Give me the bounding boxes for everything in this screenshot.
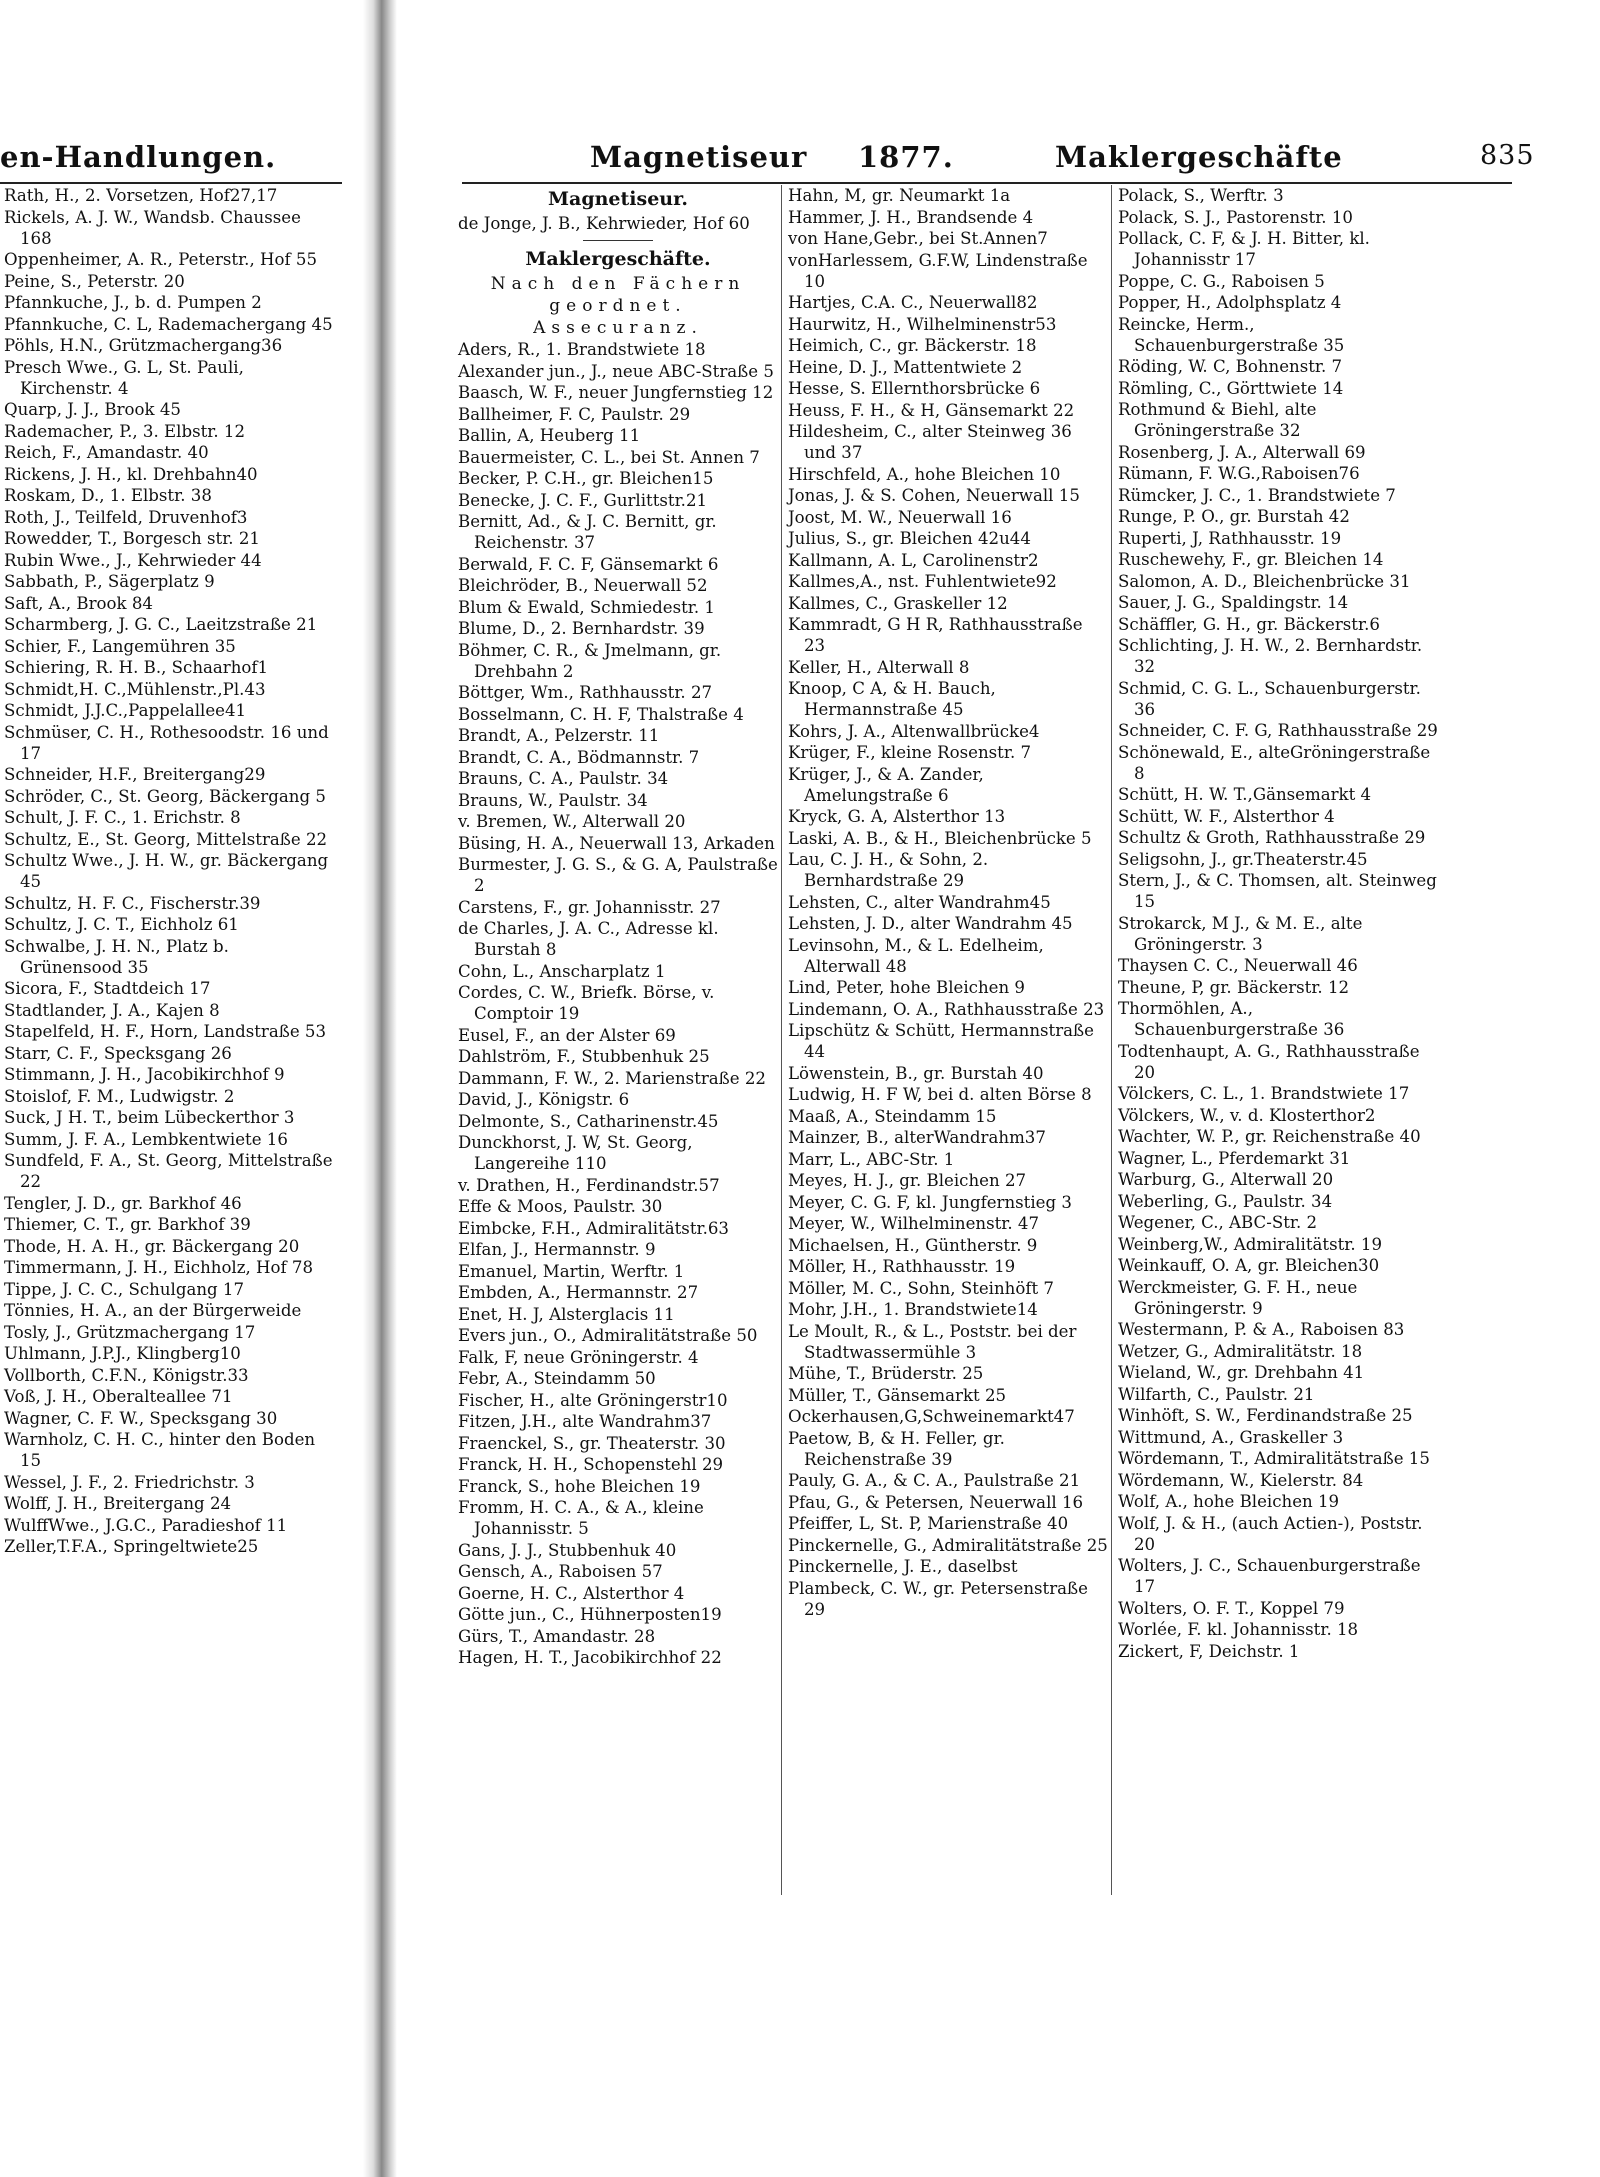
directory-entry: Polack, S., Werftr. 3 — [1118, 186, 1284, 205]
directory-entry: Ruschewehy, F., gr. Bleichen 14 — [1118, 550, 1384, 569]
directory-entry: Saft, A., Brook 84 — [4, 593, 153, 613]
directory-entry: Pinckernelle, G., Admiralitätstraße 25 — [788, 1535, 1108, 1555]
directory-entry: v. Drathen, H., Ferdinandstr.57 — [458, 1175, 720, 1195]
directory-entry: Summ, J. F. A., Lembkentwiete 16 — [4, 1129, 288, 1149]
column-divider — [781, 185, 782, 1895]
section-category: Assecuranz. — [533, 318, 703, 338]
directory-entry: Lindemann, O. A., Rathhausstraße 23 — [788, 999, 1105, 1019]
directory-entry: Seligsohn, J., gr.Theaterstr.45 — [1118, 849, 1368, 869]
directory-entry: Heine, D. J., Mattentwiete 2 — [788, 357, 1023, 377]
section-title-makler: Maklergeschäfte. — [525, 248, 711, 270]
directory-entry: Vollborth, C.F.N., Königstr.33 — [4, 1365, 249, 1385]
directory-entry: Schultz, J. C. T., Eichholz 61 — [4, 915, 239, 934]
directory-entry: Schmid, C. G. L., Schauenburgerstr. 36 — [1118, 678, 1421, 719]
directory-entry: Rickens, J. H., kl. Drehbahn40 — [4, 464, 258, 484]
directory-entry: Michaelsen, H., Güntherstr. 9 — [788, 1235, 1038, 1255]
directory-entry: Reich, F., Amandastr. 40 — [4, 443, 209, 462]
section-divider — [583, 240, 653, 241]
directory-entry: Schultz Wwe., J. H. W., gr. Bäckergang 45 — [4, 851, 329, 891]
directory-entry: Todtenhaupt, A. G., Rathhausstraße 20 — [1118, 1041, 1420, 1082]
directory-entry: Ruperti, J, Rathhausstr. 19 — [1118, 528, 1342, 548]
directory-entry: Lau, C. J. H., & Sohn, 2. Bernhardstraße 29 — [788, 850, 989, 890]
directory-entry: Embden, A., Hermannstr. 27 — [458, 1283, 699, 1302]
directory-entry: Lipschütz & Schütt, Hermannstraße 44 — [788, 1021, 1094, 1061]
directory-entry: Kallmann, A. L, Carolinenstr2 — [788, 550, 1039, 570]
directory-entry: Schier, F., Langemühren 35 — [4, 636, 236, 656]
directory-entry: Lehsten, C., alter Wandrahm45 — [788, 892, 1051, 912]
directory-entry: Kammradt, G H R, Rathhausstraße 23 — [788, 615, 1083, 655]
directory-entry: Suck, J H. T., beim Lübeckerthor 3 — [4, 1108, 295, 1127]
directory-entry: Wördemann, T., Admiralitätstraße 15 — [1118, 1449, 1430, 1468]
directory-entry: Rümann, F. W.G.,Raboisen76 — [1118, 464, 1360, 483]
directory-entry: Kryck, G. A, Alsterthor 13 — [788, 807, 1006, 826]
page-number: 835 — [1480, 140, 1535, 171]
directory-entry: Benecke, J. C. F., Gurlittstr.21 — [458, 490, 708, 510]
directory-entry: Mühe, T., Brüderstr. 25 — [788, 1364, 984, 1383]
directory-entry: Berwald, F. C. F, Gänsemarkt 6 — [458, 554, 719, 574]
directory-entry: Ballheimer, F. C, Paulstr. 29 — [458, 404, 691, 424]
directory-entry: Brandt, C. A., Bödmannstr. 7 — [458, 747, 700, 767]
directory-entry: Cohn, L., Anscharplatz 1 — [458, 961, 666, 981]
magnetiseur-entries — [458, 213, 778, 234]
directory-entry: Rademacher, P., 3. Elbstr. 12 — [4, 421, 246, 441]
running-header — [590, 140, 1550, 180]
directory-entry: Ockerhausen,G,Schweinemarkt47 — [788, 1407, 1075, 1426]
directory-entry: Heuss, F. H., & H, Gänsemarkt 22 — [788, 400, 1075, 420]
directory-entry: Fromm, H. C. A., & A., kleine Johannisstr. 5 — [458, 1498, 704, 1538]
directory-entry: Wagner, L., Pferdemarkt 31 — [1118, 1148, 1351, 1168]
directory-entry: Gensch, A., Raboisen 57 — [458, 1562, 663, 1581]
directory-entry: Blum & Ewald, Schmiedestr. 1 — [458, 597, 715, 617]
directory-entry: Hagen, H. T., Jacobikirchhof 22 — [458, 1648, 722, 1667]
directory-entry: Stimmann, J. H., Jacobikirchhof 9 — [4, 1065, 285, 1084]
directory-entry: Dammann, F. W., 2. Marienstraße 22 — [458, 1068, 766, 1088]
header-right-term: Maklergeschäfte — [1055, 140, 1343, 174]
previous-page-column — [4, 185, 334, 1558]
directory-entry: Krüger, J., & A. Zander, Amelungstraße 6 — [788, 764, 984, 805]
directory-entry: Oppenheimer, A. R., Peterstr., Hof 55 — [4, 250, 318, 269]
directory-entry: Timmermann, J. H., Eichholz, Hof 78 — [4, 1258, 314, 1277]
directory-entry: Schwalbe, J. H. N., Platz b. Grünensood 35 — [4, 936, 229, 977]
directory-entry: Plambeck, C. W., gr. Petersenstraße 29 — [788, 1578, 1088, 1619]
directory-entry: Keller, H., Alterwall 8 — [788, 657, 970, 677]
directory-entry: Weinberg,W., Admiralitätstr. 19 — [1118, 1234, 1383, 1254]
directory-entry: Thiemer, C. T., gr. Barkhof 39 — [4, 1215, 251, 1234]
directory-entry: Schönewald, E., alteGröningerstraße 8 — [1118, 742, 1431, 783]
directory-entry: Rothmund & Biehl, alte Gröningerstraße 32 — [1118, 400, 1317, 440]
directory-entry: Pollack, C. F, & J. H. Bitter, kl. Johannisstr 17 — [1118, 229, 1370, 269]
directory-entry: Effe & Moos, Paulstr. 30 — [458, 1197, 663, 1216]
directory-entry: Wolters, J. C., Schauenburgerstraße 17 — [1118, 1556, 1421, 1596]
directory-entry: Alexander jun., J., neue ABC-Straße 5 — [458, 361, 774, 381]
directory-entry: Wördemann, W., Kielerstr. 84 — [1118, 1470, 1364, 1490]
directory-entry: Sundfeld, F. A., St. Georg, Mittelstraße 22 — [4, 1151, 333, 1191]
directory-entry: Joost, M. W., Neuerwall 16 — [788, 507, 1012, 527]
directory-entry: Roth, J., Teilfeld, Druvenhof3 — [4, 507, 248, 527]
previous-page-fragment — [0, 0, 360, 2177]
directory-entry: Mohr, J.H., 1. Brandstwiete14 — [788, 1300, 1038, 1319]
directory-entry: Kohrs, J. A., Altenwallbrücke4 — [788, 721, 1040, 741]
directory-entry: Enet, H. J, Alsterglacis 11 — [458, 1304, 675, 1324]
directory-entry: Möller, M. C., Sohn, Steinhöft 7 — [788, 1278, 1054, 1298]
directory-entry: Bosselmann, C. H. F, Thalstraße 4 — [458, 704, 744, 724]
header-rule — [462, 182, 1512, 184]
directory-entry: Schäffler, G. H., gr. Bäckerstr.6 — [1118, 614, 1380, 634]
directory-entry: Möller, H., Rathhausstr. 19 — [788, 1257, 1016, 1276]
directory-entry: Werckmeister, G. F. H., neue Gröningerstr. 9 — [1118, 1277, 1358, 1318]
directory-entry: Bauermeister, C. L., bei St. Annen 7 — [458, 447, 760, 467]
directory-entry: Eusel, F., an der Alster 69 — [458, 1025, 676, 1045]
directory-entry: Levinsohn, M., & L. Edelheim, Alterwall 48 — [788, 935, 1044, 976]
directory-entry: Warnholz, C. H. C., hinter den Boden 15 — [4, 1430, 316, 1470]
directory-entry: Schlichting, J. H. W., 2. Bernhardstr. 32 — [1118, 636, 1423, 676]
directory-entry: Elfan, J., Hermannstr. 9 — [458, 1240, 656, 1259]
directory-entry: Böhmer, C. R., & Jmelmann, gr. Drehbahn 2 — [458, 640, 722, 681]
directory-entry: Peine, S., Peterstr. 20 — [4, 271, 185, 291]
directory-entry: Hahn, M, gr. Neumarkt 1a — [788, 186, 1011, 205]
directory-entry: Meyer, W., Wilhelminenstr. 47 — [788, 1214, 1040, 1233]
directory-entry: Presch Wwe., G. L, St. Pauli, Kirchenstr. 4 — [4, 357, 244, 398]
column-1 — [458, 185, 778, 1669]
directory-entry: Fitzen, J.H., alte Wandrahm37 — [458, 1412, 712, 1431]
directory-entry: Stapelfeld, H. F., Horn, Landstraße 53 — [4, 1022, 327, 1041]
directory-entry: WulffWwe., J.G.C., Paradieshof 11 — [4, 1515, 288, 1535]
directory-entry: Goerne, H. C., Alsterthor 4 — [458, 1583, 685, 1603]
directory-entry: Evers jun., O., Admiralitätstraße 50 — [458, 1326, 758, 1345]
directory-entry: Winhöft, S. W., Ferdinandstraße 25 — [1118, 1406, 1413, 1425]
directory-entry: Büsing, H. A., Neuerwall 13, Arkaden — [458, 833, 775, 853]
directory-entry: Blume, D., 2. Bernhardstr. 39 — [458, 619, 705, 638]
directory-entry: Schmidt,H. C.,Mühlenstr.,Pl.43 — [4, 679, 266, 699]
directory-entry: Gürs, T., Amandastr. 28 — [458, 1626, 656, 1646]
directory-entry: Wachter, W. P., gr. Reichenstraße 40 — [1118, 1127, 1421, 1146]
directory-entry: Brauns, C. A., Paulstr. 34 — [458, 769, 669, 788]
directory-entry: vonHarlessem, G.F.W, Lindenstraße 10 — [788, 250, 1088, 291]
directory-entry: Schultz, E., St. Georg, Mittelstraße 22 — [4, 829, 328, 849]
directory-entry: Wittmund, A., Graskeller 3 — [1118, 1427, 1344, 1447]
directory-entry: Brauns, W., Paulstr. 34 — [458, 790, 648, 810]
directory-entry: Mainzer, B., alterWandrahm37 — [788, 1128, 1046, 1147]
directory-entry: Hirschfeld, A., hohe Bleichen 10 — [788, 464, 1061, 484]
previous-page-header-rule — [0, 182, 342, 184]
header-year: 1877. — [858, 140, 954, 174]
directory-entry: Rosenberg, J. A., Alterwall 69 — [1118, 442, 1366, 462]
directory-entry: Paetow, B, & H. Feller, gr. Reichenstraße 39 — [788, 1428, 1005, 1469]
directory-entry: Thode, H. A. H., gr. Bäckergang 20 — [4, 1236, 300, 1256]
directory-entry: Rubin Wwe., J., Kehrwieder 44 — [4, 550, 262, 570]
column-3 — [1118, 185, 1438, 1662]
directory-entry: Wieland, W., gr. Drehbahn 41 — [1118, 1363, 1365, 1382]
directory-entry: Stadtlander, J. A., Kajen 8 — [4, 1000, 220, 1020]
directory-entry: Stern, J., & C. Thomsen, alt. Steinweg 15 — [1118, 871, 1437, 911]
directory-entry: Schneider, C. F. G, Rathhausstraße 29 — [1118, 721, 1438, 740]
directory-entry: Strokarck, M J., & M. E., alte Gröningerstr. 3 — [1118, 913, 1363, 954]
directory-entry: Pfeiffer, L, St. P, Marienstraße 40 — [788, 1514, 1069, 1533]
directory-entry: Wolf, A., hohe Bleichen 19 — [1118, 1492, 1340, 1511]
directory-entry: Knoop, C A, & H. Bauch, Hermannstraße 45 — [788, 679, 996, 719]
directory-entry: Warburg, G., Alterwall 20 — [1118, 1170, 1334, 1189]
directory-entry: Worlée, F. kl. Johannisstr. 18 — [1118, 1620, 1359, 1639]
directory-entry: Uhlmann, J.P.J., Klingberg10 — [4, 1344, 241, 1363]
directory-entry: Febr, A., Steindamm 50 — [458, 1369, 656, 1388]
directory-entry: Schröder, C., St. Georg, Bäckergang 5 — [4, 786, 326, 806]
directory-entry: Fischer, H., alte Gröningerstr10 — [458, 1390, 728, 1410]
directory-entry: Schneider, H.F., Breitergang29 — [4, 765, 266, 784]
directory-entry: Rümcker, J. C., 1. Brandstwiete 7 — [1118, 485, 1396, 505]
directory-entry: Rath, H., 2. Vorsetzen, Hof27,17 — [4, 186, 278, 205]
directory-entry: Hammer, J. H., Brandsende 4 — [788, 207, 1034, 227]
directory-entry: Thormöhlen, A., Schauenburgerstraße 36 — [1118, 999, 1345, 1039]
directory-entry: Löwenstein, B., gr. Burstah 40 — [788, 1063, 1044, 1083]
directory-entry: Roskam, D., 1. Elbstr. 38 — [4, 486, 212, 505]
directory-entry: Schmüser, C. H., Rothesoodstr. 16 und 17 — [4, 722, 329, 763]
directory-entry: Becker, P. C.H., gr. Bleichen15 — [458, 469, 714, 488]
directory-entry: Cordes, C. W., Briefk. Börse, v. Comptoir 19 — [458, 983, 715, 1023]
directory-entry: Weinkauff, O. A, gr. Bleichen30 — [1118, 1256, 1380, 1275]
directory-entry: Sicora, F., Stadtdeich 17 — [4, 979, 211, 998]
directory-entry: Römling, C., Görttwiete 14 — [1118, 378, 1344, 398]
directory-entry: Popper, H., Adolphsplatz 4 — [1118, 293, 1342, 312]
directory-entry: Röding, W. C, Bohnenstr. 7 — [1118, 357, 1343, 376]
directory-entry: Wolters, O. F. T., Koppel 79 — [1118, 1598, 1345, 1618]
directory-entry: Carstens, F., gr. Johannisstr. 27 — [458, 897, 721, 917]
directory-entry: Völckers, C. L., 1. Brandstwiete 17 — [1118, 1084, 1410, 1103]
directory-entry: Sabbath, P., Sägerplatz 9 — [4, 572, 215, 591]
directory-entry: Polack, S. J., Pastorenstr. 10 — [1118, 207, 1353, 227]
directory-entry: Westermann, P. & A., Raboisen 83 — [1118, 1320, 1405, 1339]
directory-entry: Tengler, J. D., gr. Barkhof 46 — [4, 1193, 242, 1213]
directory-entry: Runge, P. O., gr. Burstah 42 — [1118, 507, 1350, 526]
column-divider — [1111, 185, 1112, 1895]
directory-entry: Tosly, J., Grützmachergang 17 — [4, 1322, 256, 1342]
directory-entry: Tippe, J. C. C., Schulgang 17 — [4, 1279, 245, 1299]
directory-entry: Schultz & Groth, Rathhausstraße 29 — [1118, 828, 1426, 847]
directory-entry: Aders, R., 1. Brandstwiete 18 — [458, 340, 706, 359]
directory-entry: Böttger, Wm., Rathhausstr. 27 — [458, 683, 713, 702]
book-gutter — [363, 0, 397, 2177]
directory-entry: Zickert, F, Deichstr. 1 — [1118, 1641, 1300, 1661]
directory-entry: Quarp, J. J., Brook 45 — [4, 400, 181, 419]
directory-entry: Hartjes, C.A. C., Neuerwall82 — [788, 293, 1038, 312]
directory-entry: Kallmes, C., Graskeller 12 — [788, 593, 1008, 613]
directory-entry: Theune, P, gr. Bäckerstr. 12 — [1118, 977, 1350, 997]
directory-entry: Schütt, H. W. T.,Gänsemarkt 4 — [1118, 785, 1372, 804]
directory-entry: Dunckhorst, J. W, St. Georg, Langereihe 110 — [458, 1133, 693, 1173]
directory-entry: Emanuel, Martin, Werftr. 1 — [458, 1261, 685, 1281]
directory-entry: Rickels, A. J. W., Wandsb. Chaussee 168 — [4, 207, 301, 248]
directory-entry: Franck, S., hohe Bleichen 19 — [458, 1476, 701, 1496]
header-left-term: Magnetiseur — [590, 140, 808, 174]
directory-entry: Schiering, R. H. B., Schaarhof1 — [4, 658, 269, 677]
directory-entry: de Jonge, J. B., Kehrwieder, Hof 60 — [458, 214, 750, 233]
directory-entry: Ludwig, H. F W, bei d. alten Börse 8 — [788, 1085, 1092, 1104]
directory-entry: Le Moult, R., & L., Poststr. bei der Stadtwassermühle 3 — [788, 1321, 1077, 1362]
directory-entry: Wolf, J. & H., (auch Actien-), Poststr. 20 — [1118, 1513, 1423, 1554]
directory-entry: Eimbcke, F.H., Admiralitätstr.63 — [458, 1218, 729, 1238]
directory-entry: Voß, J. H., Oberalteallee 71 — [4, 1387, 233, 1406]
makler-entries — [458, 339, 778, 1668]
directory-page — [400, 0, 1600, 2177]
directory-entry: Salomon, A. D., Bleichenbrücke 31 — [1118, 571, 1411, 591]
directory-entry: Kallmes,A., nst. Fuhlentwiete92 — [788, 572, 1057, 591]
directory-entry: Baasch, W. F., neuer Jungfernstieg 12 — [458, 383, 774, 402]
directory-entry: Dahlström, F., Stubbenhuk 25 — [458, 1047, 710, 1066]
directory-entry: Heimich, C., gr. Bäckerstr. 18 — [788, 336, 1037, 355]
directory-entry: Krüger, F., kleine Rosenstr. 7 — [788, 743, 1032, 762]
directory-entry: Thaysen C. C., Neuerwall 46 — [1118, 956, 1358, 975]
directory-entry: Hildesheim, C., alter Steinweg 36 und 37 — [788, 422, 1072, 462]
previous-page-header: en-Handlungen. — [0, 140, 277, 174]
directory-entry: v. Bremen, W., Alterwall 20 — [458, 812, 686, 831]
directory-entry: Lind, Peter, hohe Bleichen 9 — [788, 978, 1025, 997]
directory-entry: Starr, C. F., Specksgang 26 — [4, 1043, 232, 1063]
directory-entry: Schütt, W. F., Alsterthor 4 — [1118, 806, 1335, 826]
directory-entry: Meyer, C. G. F, kl. Jungfernstieg 3 — [788, 1192, 1072, 1212]
section-subtitle: geordnet. — [549, 296, 687, 316]
directory-entry: Laski, A. B., & H., Bleichenbrücke 5 — [788, 828, 1092, 848]
directory-entry: Scharmberg, J. G. C., Laeitzstraße 21 — [4, 615, 318, 634]
directory-entry: Weberling, G., Paulstr. 34 — [1118, 1191, 1333, 1211]
directory-entry: Haurwitz, H., Wilhelminenstr53 — [788, 314, 1057, 334]
directory-entry: Völckers, W., v. d. Klosterthor2 — [1118, 1105, 1376, 1125]
directory-entry: Hesse, S. Ellernthorsbrücke 6 — [788, 379, 1041, 398]
directory-entry: Franck, H. H., Schopenstehl 29 — [458, 1455, 724, 1474]
directory-entry: Tönnies, H. A., an der Bürgerweide — [4, 1301, 302, 1320]
directory-entry: Maaß, A., Steindamm 15 — [788, 1106, 997, 1126]
directory-entry: Delmonte, S., Catharinenstr.45 — [458, 1111, 719, 1131]
directory-entry: Sauer, J. G., Spaldingstr. 14 — [1118, 593, 1349, 612]
directory-entry: Gans, J. J., Stubbenhuk 40 — [458, 1540, 677, 1560]
directory-entry: Stoislof, F. M., Ludwigstr. 2 — [4, 1086, 235, 1106]
directory-entry: Reincke, Herm., Schauenburgerstraße 35 — [1118, 314, 1345, 355]
directory-entry: Pfannkuche, J., b. d. Pumpen 2 — [4, 293, 262, 312]
directory-entry: Zeller,T.F.A., Springeltwiete25 — [4, 1537, 259, 1556]
directory-entry: Pfau, G., & Petersen, Neuerwall 16 — [788, 1492, 1084, 1512]
column-2 — [788, 185, 1108, 1620]
directory-entry: Schultz, H. F. C., Fischerstr.39 — [4, 893, 261, 913]
directory-entry: Fraenckel, S., gr. Theaterstr. 30 — [458, 1433, 726, 1453]
directory-entry: Wagner, C. F. W., Specksgang 30 — [4, 1408, 278, 1428]
directory-entry: Bleichröder, B., Neuerwall 52 — [458, 576, 708, 595]
directory-entry: Ballin, A, Heuberg 11 — [458, 426, 641, 445]
directory-entry: Pfannkuche, C. L, Rademachergang 45 — [4, 314, 333, 334]
directory-entry: Wolff, J. H., Breitergang 24 — [4, 1494, 232, 1513]
directory-entry: Bernitt, Ad., & J. C. Bernitt, gr. Reichenstr. 37 — [458, 512, 717, 552]
directory-entry: Burmester, J. G. S., & G. A, Paulstraße 2 — [458, 855, 778, 895]
directory-entry: Müller, T., Gänsemarkt 25 — [788, 1385, 1007, 1405]
directory-entry: Pinckernelle, J. E., daselbst — [788, 1557, 1018, 1576]
directory-entry: Meyes, H. J., gr. Bleichen 27 — [788, 1171, 1027, 1190]
directory-entry: Schult, J. F. C., 1. Erichstr. 8 — [4, 808, 241, 827]
directory-entry: Julius, S., gr. Bleichen 42u44 — [788, 529, 1031, 548]
directory-entry: von Hane,Gebr., bei St.Annen7 — [788, 229, 1048, 248]
directory-entry: Wessel, J. F., 2. Friedrichstr. 3 — [4, 1472, 255, 1492]
directory-entry: Schmidt, J.J.C.,Pappelallee41 — [4, 701, 247, 720]
directory-entry: de Charles, J. A. C., Adresse kl. Burstah 8 — [458, 919, 719, 959]
directory-entry: Lehsten, J. D., alter Wandrahm 45 — [788, 914, 1073, 933]
directory-entry: Wetzer, G., Admiralitätstr. 18 — [1118, 1341, 1363, 1361]
directory-entry: Götte jun., C., Hühnerposten19 — [458, 1605, 722, 1624]
directory-entry: Brandt, A., Pelzerstr. 11 — [458, 726, 660, 745]
section-subtitle: Nach den Fächern — [490, 274, 746, 294]
directory-entry: Marr, L., ABC-Str. 1 — [788, 1149, 955, 1169]
directory-entry: Pöhls, H.N., Grützmachergang36 — [4, 336, 283, 355]
directory-entry: Wilfarth, C., Paulstr. 21 — [1118, 1384, 1315, 1404]
directory-entry: David, J., Königstr. 6 — [458, 1090, 630, 1109]
directory-entry: Pauly, G. A., & C. A., Paulstraße 21 — [788, 1471, 1081, 1490]
directory-entry: Falk, F, neue Gröningerstr. 4 — [458, 1347, 699, 1367]
directory-entry: Wegener, C., ABC-Str. 2 — [1118, 1213, 1318, 1232]
directory-entry: Poppe, C. G., Raboisen 5 — [1118, 271, 1325, 291]
directory-entry: Rowedder, T., Borgesch str. 21 — [4, 529, 260, 548]
section-title-magnetiseur: Magnetiseur. — [547, 188, 688, 210]
directory-entry: Jonas, J. & S. Cohen, Neuerwall 15 — [788, 486, 1080, 505]
